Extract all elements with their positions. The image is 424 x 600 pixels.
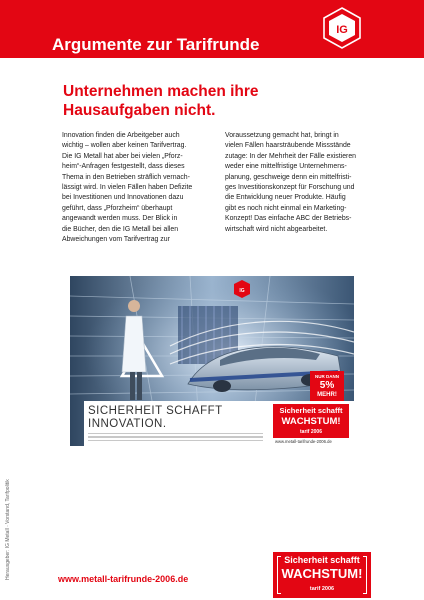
body-line: zutage: In der Mehrheit der Fälle existieren (225, 152, 356, 160)
footer-badge-line-3: tarif 2006 (309, 586, 335, 592)
ad-fine-print (88, 433, 263, 443)
ad-wachstum-badge (273, 404, 349, 438)
body-line: heim“-Anfragen festgestellt, dass dieses (62, 163, 185, 171)
logo-text: IG (336, 24, 348, 36)
footer-wachstum-badge (273, 552, 371, 598)
ad-sticker-line-1: NUR DANN (315, 374, 339, 379)
ad-badge-line-2: WACHSTUM! (281, 416, 341, 427)
body-line: Die IG Metall hat aber bei vielen „Pforz- (62, 152, 183, 160)
body-line: Konzept! Das einfache ABC der Betriebs- (225, 215, 352, 223)
ad-url: www.metall-tarifrunde-2006.de (275, 439, 332, 444)
body-line: Abweichungen vom Tarifvertrag zur (62, 236, 170, 244)
ad-badge-line-3: tarif 2006 (300, 429, 322, 435)
body-line: die Entwicklung neuer Produkte. Häufig (225, 194, 346, 202)
footer-badge-line-1: Sicherheit schafft (284, 555, 360, 565)
body-column-left (62, 131, 222, 245)
body-line: geführt, dass „Pforzheim“ überhaupt (62, 204, 173, 212)
ad-slogan-line-1: SICHERHEIT SCHAFFT (88, 405, 223, 417)
body-line: planung, geschweige denn ein mittelfristi- (225, 173, 352, 181)
body-line: ges Investitionskonzept für Forschung und (225, 184, 355, 192)
footer-badge-line-2: WACHSTUM! (281, 566, 363, 581)
headline-line-1: Unternehmen machen ihre (63, 83, 259, 100)
headline (63, 82, 259, 120)
ad-sticker (310, 371, 344, 403)
header-bar (0, 0, 424, 58)
body-line: Voraussetzung gemacht hat, bringt in (225, 132, 339, 139)
body-column-right (225, 131, 385, 235)
body-line: vielen Fällen haarsträubende Missstände (225, 142, 351, 150)
body-line: wirtschaft wird nicht abgearbeitet. (225, 225, 328, 233)
body-line: weder eine mittelfristige Unternehmens- (225, 163, 347, 171)
body-line: gibt es noch nicht einmal ein Marketing- (225, 204, 347, 212)
advertisement-image (70, 276, 354, 446)
body-line: die Bücher, den die IG Metall bei allen (62, 225, 179, 233)
body-line: lässigt wird. In vielen Fällen haben Defizite (62, 184, 193, 192)
ad-sticker-line-2: 5% (319, 380, 335, 391)
ad-badge-line-1: Sicherheit schafft (279, 406, 343, 415)
body-line: wichtig – wollen aber keinen Tarifvertrag. (62, 142, 187, 150)
body-line: bei Investitionen und Innovationen dazu (62, 194, 184, 202)
body-line: Innovation finden die Arbeitgeber auch (62, 132, 180, 139)
ig-metall-logo (310, 0, 374, 58)
ad-logo-text: IG (239, 288, 245, 294)
page-title: Argumente zur Tarifrunde (52, 35, 260, 54)
ad-sticker-line-3: MEHR! (317, 392, 337, 398)
ad-slogan-line-2: INNOVATION. (88, 418, 167, 430)
footer-url-link[interactable]: www.metall-tarifrunde-2006.de (58, 574, 189, 584)
side-imprint: Herausgeber: IG Metall · Vorstand, Tarifpolitik (5, 479, 11, 580)
headline-line-2: Hausaufgaben nicht. (63, 102, 216, 119)
ad-slogan (88, 405, 223, 431)
ig-metall-logo-icon (310, 0, 374, 58)
body-line: angewandt werden muss. Der Blick in (62, 215, 178, 223)
body-line: Thema in den Betrieben sträflich vernach- (62, 173, 190, 181)
